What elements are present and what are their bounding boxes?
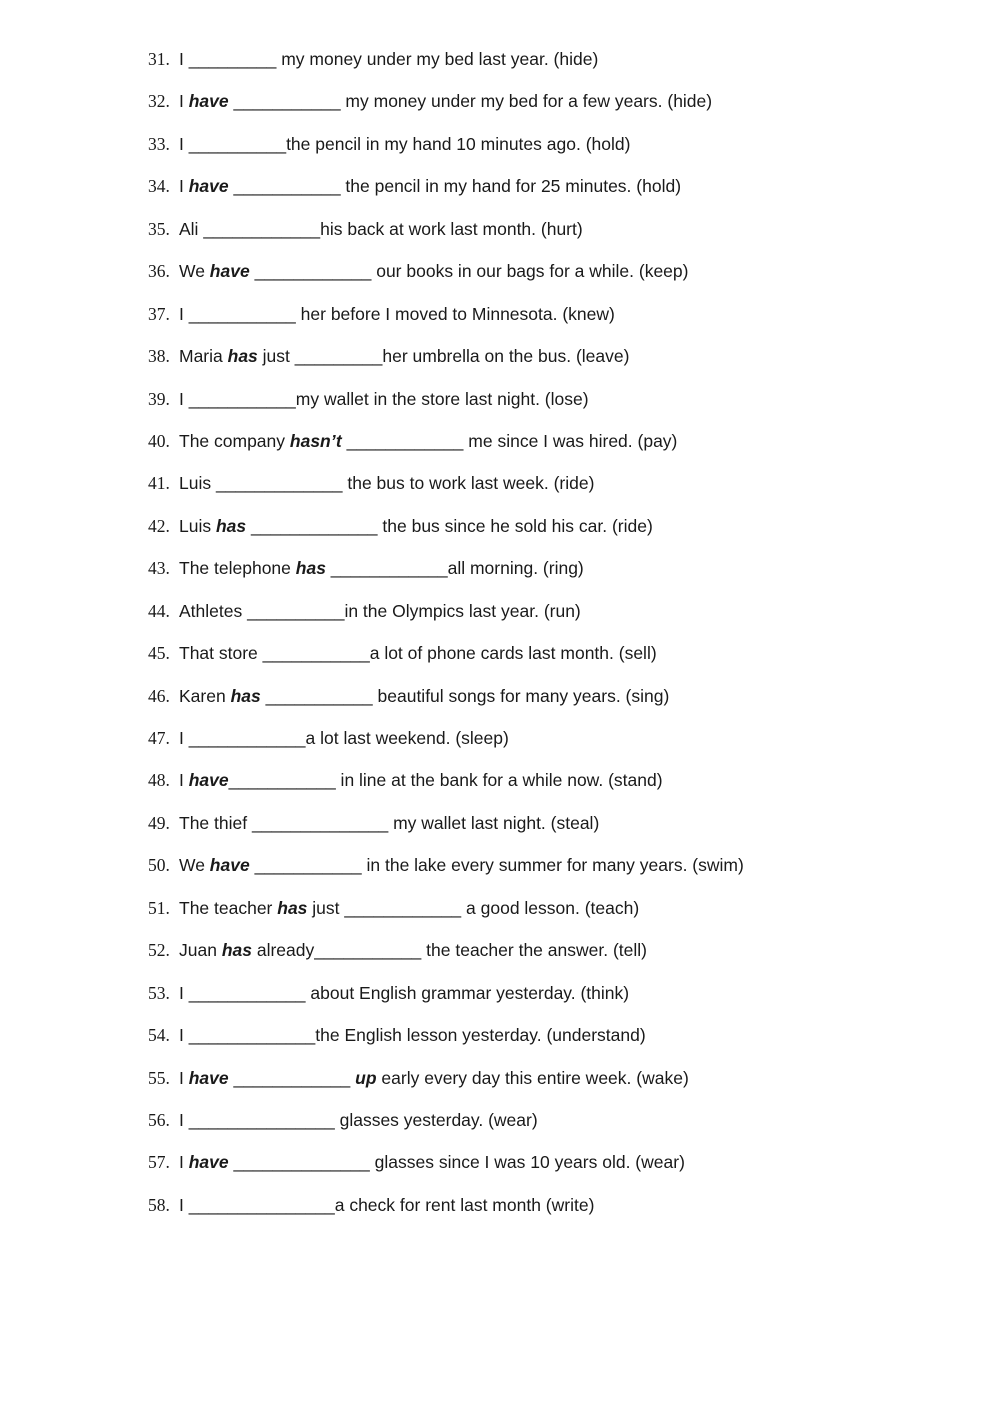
sentence-text: I — [179, 303, 189, 324]
sentence-text: me since I was hired. (pay) — [463, 430, 678, 451]
sentence-text: I — [179, 388, 189, 409]
auxiliary-verb: has — [227, 346, 258, 367]
answer-blank[interactable]: ____________ — [346, 430, 464, 451]
exercise-item — [0, 632, 1000, 674]
sentence-text: my money under my bed last year. (hide) — [276, 49, 599, 69]
exercise-sentence — [179, 378, 589, 420]
sentence-text: already — [251, 940, 315, 961]
exercise-item — [0, 972, 1000, 1014]
answer-blank[interactable]: ___________ — [233, 176, 341, 197]
answer-blank[interactable]: ____________ — [254, 261, 372, 282]
exercise-number: 40. — [148, 430, 170, 451]
auxiliary-verb: have — [209, 261, 250, 282]
exercise-sentence — [179, 759, 663, 801]
exercise-sentence — [179, 420, 677, 462]
exercise-number: 38. — [148, 346, 170, 367]
answer-blank[interactable]: _____________ — [215, 473, 343, 494]
exercise-sentence — [179, 1057, 689, 1099]
exercise-sentence — [179, 547, 584, 589]
answer-blank[interactable]: ____________ — [330, 558, 448, 579]
sentence-text: We — [179, 855, 210, 876]
sentence-text: a check for rent last month (write) — [334, 1194, 595, 1215]
exercise-number: 46. — [148, 685, 170, 706]
answer-blank[interactable]: ____________ — [344, 897, 462, 918]
answer-blank[interactable]: ____________ — [188, 728, 306, 748]
sentence-text: the teacher the answer. (tell) — [421, 940, 647, 961]
auxiliary-verb: has — [230, 685, 261, 706]
exercise-item — [0, 38, 1000, 80]
exercise-sentence — [179, 802, 599, 844]
answer-blank[interactable]: ______________ — [233, 1152, 370, 1173]
sentence-text: The teacher — [179, 897, 278, 918]
exercise-number: 32. — [148, 91, 170, 112]
exercise-number: 35. — [148, 218, 170, 239]
exercise-number: 43. — [148, 558, 170, 579]
sentence-text: the bus since he sold his car. (ride) — [377, 515, 653, 536]
exercise-number: 58. — [148, 1194, 170, 1215]
answer-blank[interactable]: ___________ — [188, 388, 296, 409]
sentence-text: in line at the bank for a while now. (stand) — [335, 770, 663, 791]
answer-blank[interactable]: ____________ — [203, 218, 321, 239]
exercise-sentence — [179, 1141, 685, 1183]
sentence-text: her before I moved to Minnesota. (knew) — [295, 303, 615, 324]
sentence-text: I — [179, 1109, 189, 1130]
answer-blank[interactable]: _____________ — [188, 1025, 316, 1046]
sentence-text: Juan — [179, 940, 222, 961]
sentence-text: just — [307, 897, 345, 918]
exercise-number: 45. — [148, 643, 170, 664]
sentence-text: the pencil in my hand 10 minutes ago. (hold) — [286, 133, 631, 154]
exercise-sentence — [179, 335, 629, 377]
exercise-number: 42. — [148, 515, 170, 536]
sentence-text: his back at work last month. (hurt) — [320, 218, 583, 239]
sentence-text: her umbrella on the bus. (leave) — [382, 346, 630, 367]
exercise-sentence — [179, 717, 509, 759]
exercise-item — [0, 1141, 1000, 1183]
exercise-item — [0, 759, 1000, 801]
exercise-sentence — [179, 1099, 538, 1141]
exercise-sentence — [179, 972, 629, 1014]
exercise-number: 52. — [148, 940, 170, 961]
sentence-text: the English lesson yesterday. (understand) — [315, 1025, 646, 1046]
answer-blank[interactable]: ___________ — [233, 91, 341, 112]
answer-blank[interactable]: _______________ — [188, 1109, 335, 1130]
answer-blank[interactable]: _________ — [188, 49, 277, 69]
exercise-item — [0, 1184, 1000, 1226]
exercise-sentence — [179, 165, 681, 207]
sentence-text: all morning. (ring) — [447, 558, 584, 579]
sentence-text: in the Olympics last year. (run) — [344, 600, 581, 621]
sentence-text: I — [179, 982, 189, 1003]
answer-blank[interactable]: ___________ — [314, 940, 422, 961]
exercise-sentence — [179, 844, 744, 886]
exercise-number: 53. — [148, 982, 170, 1003]
sentence-text: my money under my bed for a few years. (hide) — [340, 91, 713, 112]
sentence-text: I — [179, 1152, 189, 1173]
sentence-text: my wallet in the store last night. (lose) — [295, 388, 589, 409]
exercise-item — [0, 80, 1000, 122]
sentence-text: The company — [179, 430, 290, 451]
exercise-number: 47. — [148, 728, 170, 748]
exercise-number: 36. — [148, 261, 170, 282]
sentence-text: I — [179, 91, 189, 112]
sentence-text: I — [179, 770, 189, 791]
answer-blank[interactable]: __________ — [247, 600, 345, 621]
exercise-item — [0, 208, 1000, 250]
exercise-item — [0, 462, 1000, 504]
exercise-number: 50. — [148, 855, 170, 876]
exercise-number: 51. — [148, 897, 170, 918]
exercise-sentence — [179, 1014, 646, 1056]
auxiliary-verb: up — [355, 1067, 377, 1088]
exercise-number: 31. — [148, 49, 170, 69]
sentence-text: I — [179, 1025, 189, 1046]
answer-blank[interactable]: ___________ — [265, 685, 373, 706]
sentence-text: glasses yesterday. (wear) — [334, 1109, 538, 1130]
auxiliary-verb: have — [188, 1152, 229, 1173]
exercise-number: 39. — [148, 388, 170, 409]
exercise-number: 49. — [148, 812, 170, 833]
exercise-item — [0, 250, 1000, 292]
sentence-text: The telephone — [179, 558, 296, 579]
answer-blank[interactable]: ____________ — [233, 1067, 351, 1088]
exercise-sentence — [179, 462, 594, 504]
exercise-number: 34. — [148, 176, 170, 197]
exercise-item — [0, 378, 1000, 420]
sentence-text: Athletes — [179, 600, 248, 621]
exercise-item — [0, 675, 1000, 717]
sentence-text: I — [179, 728, 189, 748]
exercise-item — [0, 420, 1000, 462]
answer-blank[interactable]: ___________ — [188, 303, 296, 324]
exercise-sentence — [179, 80, 712, 122]
exercise-item — [0, 293, 1000, 335]
sentence-text: about English grammar yesterday. (think) — [305, 982, 630, 1003]
exercise-item — [0, 802, 1000, 844]
exercise-number: 54. — [148, 1025, 170, 1046]
exercise-item — [0, 717, 1000, 759]
exercise-sentence — [179, 929, 647, 971]
exercise-item — [0, 887, 1000, 929]
sentence-text: just — [257, 346, 295, 367]
sentence-text: I — [179, 1067, 189, 1088]
auxiliary-verb: has — [295, 558, 326, 579]
exercise-number: 33. — [148, 133, 170, 154]
sentence-text: I — [179, 1194, 189, 1215]
exercise-item — [0, 505, 1000, 547]
answer-blank[interactable]: ___________ — [262, 643, 370, 664]
sentence-text: beautiful songs for many years. (sing) — [372, 685, 670, 706]
sentence-text: We — [179, 261, 210, 282]
exercise-number: 56. — [148, 1109, 170, 1130]
sentence-text: the bus to work last week. (ride) — [342, 473, 595, 494]
sentence-text: Karen — [179, 685, 231, 706]
exercise-number: 48. — [148, 770, 170, 791]
exercise-number: 44. — [148, 600, 170, 621]
exercise-number: 55. — [148, 1067, 170, 1088]
auxiliary-verb: has — [215, 515, 247, 536]
exercise-sentence — [179, 632, 657, 674]
sentence-text: the pencil in my hand for 25 minutes. (hold) — [340, 176, 682, 197]
exercise-item — [0, 1057, 1000, 1099]
auxiliary-verb: have — [209, 855, 250, 876]
exercise-item — [0, 547, 1000, 589]
sentence-text: early every day this entire week. (wake) — [376, 1067, 689, 1088]
sentence-text: Maria — [179, 346, 228, 367]
exercise-sentence — [179, 208, 583, 250]
exercise-number: 37. — [148, 303, 170, 324]
exercise-item — [0, 165, 1000, 207]
exercise-list — [0, 38, 1000, 1226]
auxiliary-verb: have — [188, 1067, 229, 1088]
exercise-sentence — [179, 1184, 594, 1226]
answer-blank[interactable]: _________ — [294, 346, 383, 367]
exercise-sentence — [179, 293, 615, 335]
sentence-text: Luis — [179, 473, 216, 494]
answer-blank[interactable]: ___________ — [228, 770, 336, 791]
exercise-item — [0, 844, 1000, 886]
exercise-sentence — [179, 38, 598, 80]
answer-blank[interactable]: __________ — [188, 133, 287, 154]
auxiliary-verb: has — [221, 940, 252, 961]
exercise-sentence — [179, 123, 630, 165]
auxiliary-verb: have — [188, 91, 229, 112]
answer-blank[interactable]: _______________ — [188, 1194, 335, 1215]
sentence-text: Luis — [179, 515, 216, 536]
auxiliary-verb: hasn’t — [289, 430, 342, 451]
exercise-item — [0, 929, 1000, 971]
sentence-text: my wallet last night. (steal) — [388, 812, 600, 833]
answer-blank[interactable]: ____________ — [188, 982, 306, 1003]
auxiliary-verb: have — [188, 770, 229, 791]
sentence-text: a good lesson. (teach) — [461, 897, 640, 918]
sentence-text: That store — [179, 643, 263, 664]
sentence-text: Ali — [179, 218, 204, 239]
exercise-sentence — [179, 675, 669, 717]
exercise-item — [0, 590, 1000, 632]
answer-blank[interactable]: ______________ — [251, 812, 389, 833]
sentence-text: our books in our bags for a while. (keep) — [371, 261, 689, 282]
auxiliary-verb: have — [188, 176, 229, 197]
exercise-number: 41. — [148, 473, 170, 494]
sentence-text: I — [179, 49, 189, 69]
answer-blank[interactable]: ___________ — [254, 855, 362, 876]
exercise-item — [0, 335, 1000, 377]
exercise-sentence — [179, 887, 639, 929]
sentence-text: I — [179, 133, 189, 154]
sentence-text: in the lake every summer for many years. (swim) — [361, 855, 744, 876]
sentence-text: The thief — [179, 812, 252, 833]
auxiliary-verb: has — [277, 897, 308, 918]
exercise-number: 57. — [148, 1152, 170, 1173]
exercise-sentence — [179, 250, 688, 292]
sentence-text: a lot last weekend. (sleep) — [305, 728, 509, 748]
exercise-sentence — [179, 505, 653, 547]
answer-blank[interactable]: _____________ — [251, 515, 378, 536]
sentence-text: I — [179, 176, 189, 197]
exercise-item — [0, 1014, 1000, 1056]
exercise-sentence — [179, 590, 581, 632]
exercise-item — [0, 1099, 1000, 1141]
sentence-text: a lot of phone cards last month. (sell) — [369, 643, 657, 664]
sentence-text: glasses since I was 10 years old. (wear) — [369, 1152, 685, 1173]
exercise-item — [0, 123, 1000, 165]
